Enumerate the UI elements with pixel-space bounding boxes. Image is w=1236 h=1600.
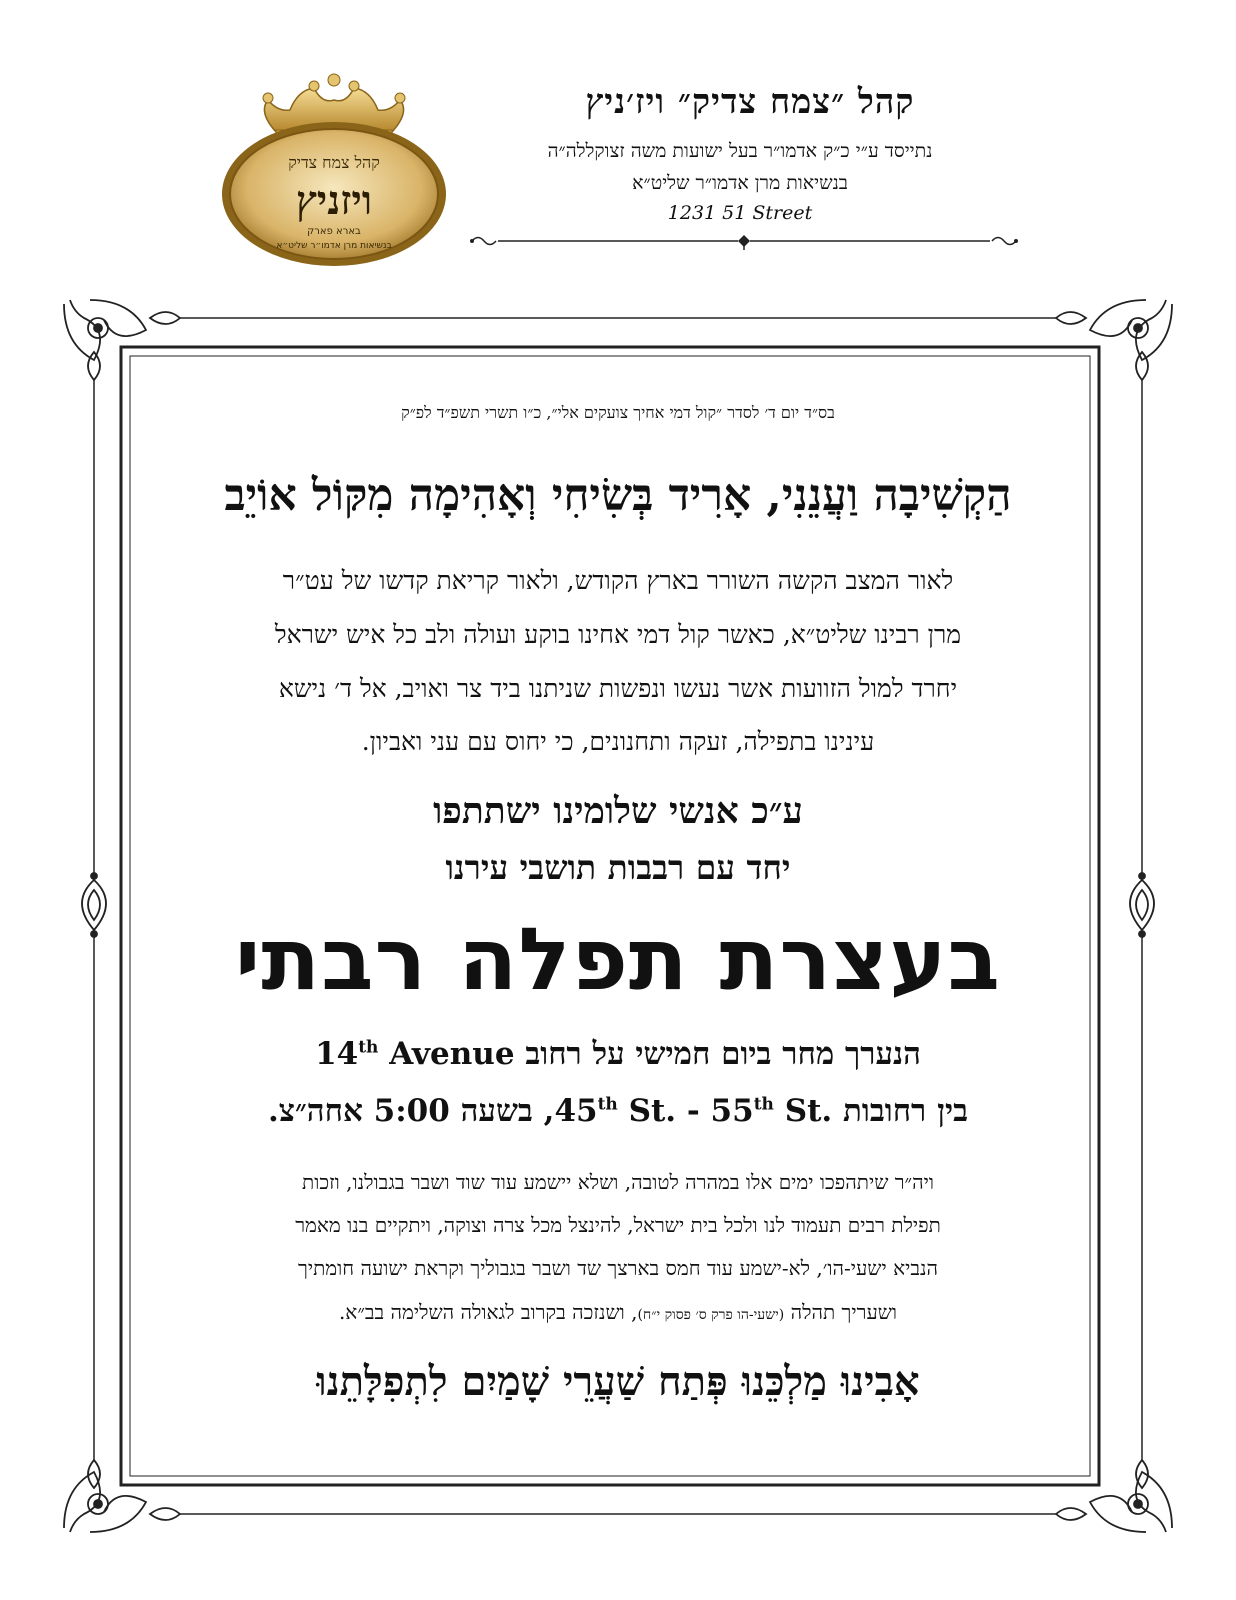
call-to-action-line-1: ע״כ אנשי שלומינו ישתתפו bbox=[433, 790, 803, 832]
avenue-ordinal: th bbox=[358, 1037, 379, 1058]
street-suffix: St. bbox=[773, 1093, 833, 1129]
verse-heading: הַקְשִׁיבָה וַעֲנֵנִי, אָרִיד בְּשִׂיחִי וְאָהִימָה מִקּוֹל אוֹיֵב bbox=[224, 470, 1012, 521]
founded-line: נתייסד ע״י כ״ק אדמו״ר בעל ישועות משה זצוקללה״ה bbox=[547, 140, 933, 162]
address-line: 1231 51 Street bbox=[667, 202, 813, 224]
prayer-line: הנביא ישעי-הו׳, לא-ישמע עוד חמס בארצך שד ושבר בגבוליך וקראת ישועה חומתיך bbox=[298, 1256, 938, 1280]
logo-bottom-text: בנשיאות מרן אדמו״ר שליט״א bbox=[276, 241, 392, 251]
paragraph-line: יחרד למול הזוועות אשר נעשו ונפשות שניתנו ביד צר ואויב, אל ד׳ נישא bbox=[278, 674, 958, 703]
location-line-1 bbox=[140, 1036, 1096, 1072]
paragraph-line: לאור המצב הקשה השורר בארץ הקודש, ולאור קריאת קדשו של עט״ר bbox=[282, 566, 954, 595]
prayer-line: ויה״ר שיתהפכו ימים אלו במהרה לטובה, ושלא יישמע עוד שוד ושבר בגבולנו, וזכות bbox=[302, 1170, 934, 1194]
street-separator: St. - bbox=[617, 1093, 711, 1129]
avenue-text bbox=[315, 1036, 514, 1072]
paragraph-line: מרן רבינו שליט״א, כאשר קול דמי אחינו בוקע ועולה ולב כל איש ישראל bbox=[274, 620, 962, 649]
logo-main-text: ויזניץ bbox=[295, 177, 373, 224]
corner-ornament-top-right bbox=[1056, 300, 1172, 380]
side-ornament-right bbox=[1130, 873, 1154, 937]
street-to-number: 55 bbox=[710, 1093, 754, 1129]
avenue-name: Avenue bbox=[378, 1036, 515, 1072]
avenue-number: 14 bbox=[315, 1036, 359, 1072]
logo-arc-text: קהל צמח צדיק bbox=[288, 153, 380, 172]
streets-range bbox=[554, 1093, 832, 1129]
call-to-action-line-2: יחד עם רבבות תושבי עירנו bbox=[445, 848, 791, 887]
corner-ornament-bottom-right bbox=[1056, 1460, 1172, 1532]
street-from-number: 45 bbox=[554, 1093, 598, 1129]
prayer-line-last bbox=[140, 1300, 1096, 1325]
verse-reference: (ישעי-הו פרק ס׳ פסוק י״ח) bbox=[637, 1307, 785, 1323]
congregation-title: קהל ״צמח צדיק״ ויז׳ניץ bbox=[585, 82, 915, 122]
streets-prefix: בין רחובות bbox=[832, 1093, 969, 1129]
event-time: , בשעה 5:00 אחה״צ. bbox=[267, 1093, 555, 1129]
street-to-ordinal: th bbox=[753, 1094, 774, 1115]
side-ornament-left bbox=[82, 873, 106, 937]
leadership-line: בנשיאות מרן אדמו״ר שליט״א bbox=[632, 172, 848, 194]
location-line-2 bbox=[140, 1093, 1096, 1129]
prayer-text: ושעריך תהלה bbox=[784, 1300, 898, 1324]
closing-verse: אָבִינוּ מַלְכֵּנוּ פְּתַח שַׁעֲרֵי שָׁמַיִם לִתְפִלָּתֵנוּ bbox=[316, 1358, 920, 1405]
date-line: בס״ד יום ד׳ לסדר ״קול דמי אחיך צועקים אלי״, כ״ו תשרי תשפ״ד לפ״ק bbox=[401, 403, 835, 422]
logo-sub-text: בארא פארק bbox=[307, 226, 361, 237]
event-title: בעצרת תפלה רבתי bbox=[235, 910, 1001, 1010]
prayer-line: תפילת רבים תעמוד לנו ולכל בית ישראל, להינצל מכל צרה וצוקה, ויתקיים בנו מאמר bbox=[295, 1213, 941, 1237]
prayer-text: , ושנזכה בקרוב לגאולה השלימה בב״א. bbox=[338, 1300, 638, 1324]
paragraph-line: עינינו בתפילה, זעקה ותחנונים, כי יחוס עם עני ואביון. bbox=[361, 727, 875, 756]
street-from-ordinal: th bbox=[597, 1094, 618, 1115]
location-prefix: הנערך מחר ביום חמישי על רחוב bbox=[514, 1036, 921, 1072]
